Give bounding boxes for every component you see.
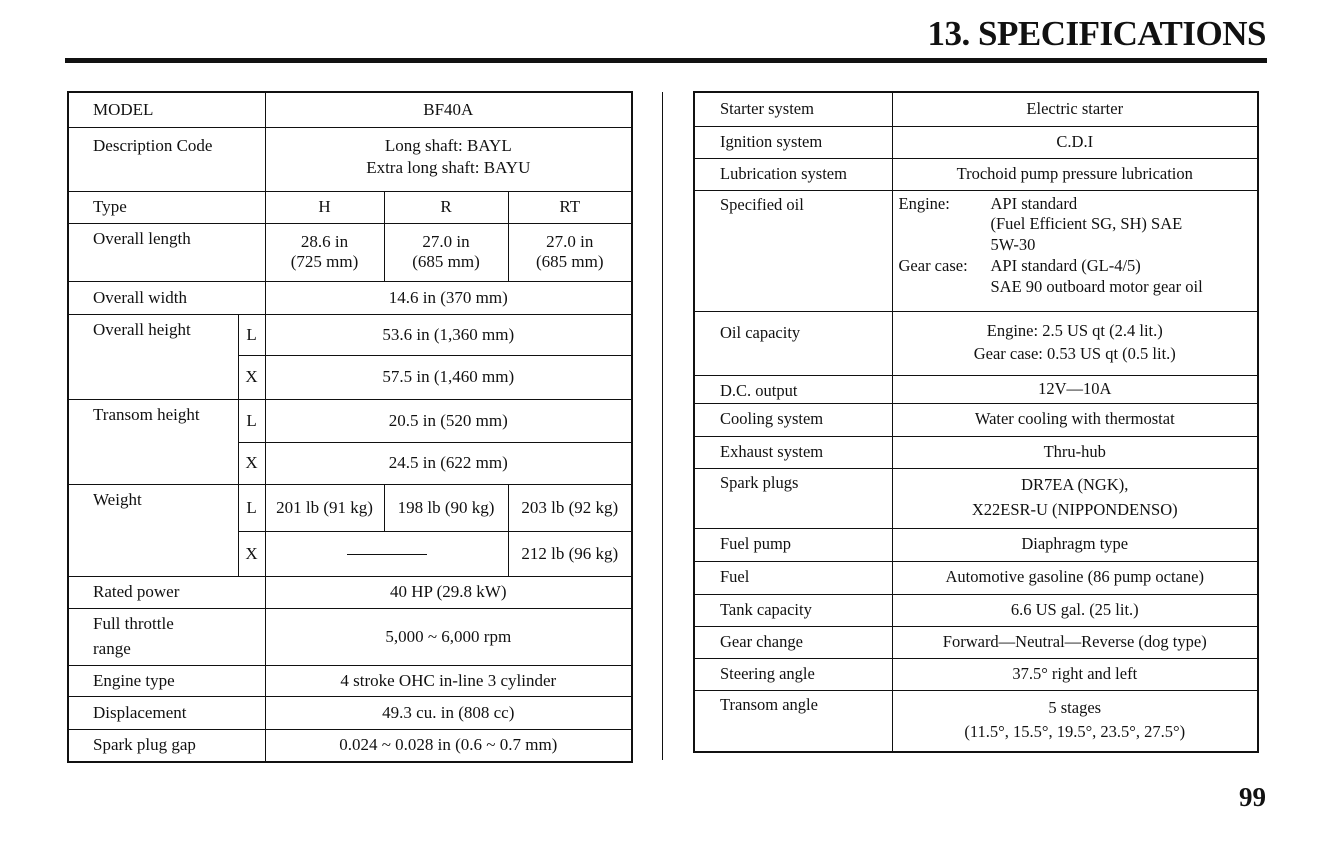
weight-label: Weight — [68, 484, 238, 576]
oil-spec-line: 5W-30 — [990, 235, 1036, 255]
table-row — [68, 191, 632, 223]
height-x-marker: X — [238, 355, 265, 399]
displacement-label: Displacement — [68, 696, 265, 729]
lubrication-system-label: Lubrication system — [694, 158, 892, 190]
capacity-line: Gear case: 0.53 US qt (0.5 lit.) — [973, 344, 1176, 363]
starter-system-value: Electric starter — [892, 92, 1258, 126]
oil-spec-line: SAE 90 outboard motor gear oil — [990, 277, 1203, 297]
capacity-line: Engine: 2.5 US qt (2.4 lit.) — [986, 321, 1163, 341]
tank-capacity-label: Tank capacity — [694, 594, 892, 626]
fuel-label: Fuel — [694, 561, 892, 594]
weight-l-r: 198 lb (90 kg) — [384, 484, 508, 531]
table-row — [694, 92, 1258, 126]
column-divider — [662, 92, 663, 760]
oil-spec-line: (Fuel Efficient SG, SH) SAE — [990, 214, 1183, 234]
steering-angle-value: 37.5° right and left — [892, 658, 1258, 690]
spark-plug-gap-label: Spark plug gap — [68, 729, 265, 762]
table-row — [694, 561, 1258, 594]
weight-x-rt: 212 lb (96 kg) — [508, 531, 632, 576]
type-r: R — [384, 191, 508, 223]
table-row — [694, 311, 1258, 375]
length-value: 28.6 in — [300, 232, 349, 252]
table-row — [694, 126, 1258, 158]
tank-capacity-value: 6.6 US gal. (25 lit.) — [892, 594, 1258, 626]
engine-type-label: Engine type — [68, 665, 265, 696]
spark-plugs-value — [892, 468, 1258, 528]
table-row — [694, 690, 1258, 752]
oil-capacity-value — [892, 311, 1258, 375]
lubrication-system-value: Trochoid pump pressure lubrication — [892, 158, 1258, 190]
ignition-system-value: C.D.I — [892, 126, 1258, 158]
fuel-pump-value: Diaphragm type — [892, 528, 1258, 561]
steering-angle-label: Steering angle — [694, 658, 892, 690]
height-x-value: 57.5 in (1,460 mm) — [265, 355, 632, 399]
table-row — [694, 190, 1258, 311]
displacement-value: 49.3 cu. in (808 cc) — [265, 696, 632, 729]
full-throttle-value: 5,000 ~ 6,000 rpm — [265, 608, 632, 665]
length-metric: (685 mm) — [412, 252, 480, 271]
table-row — [68, 314, 632, 355]
oil-gear-spec — [991, 257, 1252, 297]
transom-l-value: 20.5 in (520 mm) — [265, 399, 632, 442]
transom-angle-value — [892, 690, 1258, 752]
rated-power-value: 40 HP (29.8 kW) — [265, 576, 632, 608]
overall-height-label: Overall height — [68, 314, 238, 399]
specifications-table-left — [67, 91, 633, 763]
table-row — [694, 436, 1258, 468]
table-row — [68, 281, 632, 314]
weight-l-rt: 203 lb (92 kg) — [508, 484, 632, 531]
spark-plug-line: DR7EA (NGK), — [1021, 475, 1129, 495]
transom-angle-line: (11.5°, 15.5°, 19.5°, 23.5°, 27.5°) — [964, 722, 1186, 742]
description-code-label: Description Code — [68, 127, 265, 191]
dc-output-label: D.C. output — [694, 375, 892, 403]
page-number: 99 — [1239, 782, 1266, 812]
table-row — [694, 658, 1258, 690]
cooling-system-value: Water cooling with thermostat — [892, 403, 1258, 436]
rated-power-label: Rated power — [68, 576, 265, 608]
length-r — [384, 223, 508, 281]
full-throttle-label — [68, 608, 265, 665]
table-row — [68, 729, 632, 762]
description-line: Extra long shaft: BAYU — [366, 158, 531, 178]
weight-x-marker: X — [238, 531, 265, 576]
cooling-system-label: Cooling system — [694, 403, 892, 436]
length-value: 27.0 in — [422, 232, 470, 252]
description-line: Long shaft: BAYL — [384, 135, 512, 155]
length-metric: (685 mm) — [536, 252, 604, 271]
overall-width-value: 14.6 in (370 mm) — [265, 281, 632, 314]
gear-change-label: Gear change — [694, 626, 892, 658]
overall-width-label: Overall width — [68, 281, 265, 314]
specifications-table-right — [693, 91, 1259, 753]
model-value: BF40A — [265, 92, 632, 127]
exhaust-system-label: Exhaust system — [694, 436, 892, 468]
ignition-system-label: Ignition system — [694, 126, 892, 158]
length-value: 27.0 in — [546, 232, 594, 252]
table-row — [68, 665, 632, 696]
gear-change-value: Forward—Neutral—Reverse (dog type) — [892, 626, 1258, 658]
table-row — [694, 468, 1258, 528]
table-row — [68, 576, 632, 608]
type-rt: RT — [508, 191, 632, 223]
table-row — [68, 608, 632, 665]
spark-plug-gap-value: 0.024 ~ 0.028 in (0.6 ~ 0.7 mm) — [265, 729, 632, 762]
height-l-marker: L — [238, 314, 265, 355]
oil-spec-line: API standard (GL-4/5) — [990, 256, 1141, 276]
engine-type-value: 4 stroke OHC in-line 3 cylinder — [265, 665, 632, 696]
table-row — [68, 92, 632, 127]
length-h — [265, 223, 384, 281]
throttle-label-line: Full throttle — [93, 613, 174, 633]
table-row — [68, 223, 632, 281]
weight-x-not-applicable — [265, 531, 508, 576]
length-metric: (725 mm) — [290, 252, 359, 271]
oil-engine-spec — [991, 195, 1252, 256]
table-row — [694, 375, 1258, 403]
transom-angle-line: 5 stages — [1048, 698, 1102, 718]
table-row — [68, 484, 632, 531]
specified-oil-value — [892, 190, 1258, 311]
table-row — [68, 696, 632, 729]
exhaust-system-value: Thru-hub — [892, 436, 1258, 468]
transom-height-label: Transom height — [68, 399, 238, 484]
height-l-value: 53.6 in (1,360 mm) — [265, 314, 632, 355]
table-row — [694, 403, 1258, 436]
overall-length-label: Overall length — [68, 223, 265, 281]
throttle-label-line: range — [93, 639, 131, 659]
type-label: Type — [68, 191, 265, 223]
table-row — [68, 399, 632, 442]
type-h: H — [265, 191, 384, 223]
specified-oil-label: Specified oil — [694, 190, 892, 311]
spark-plugs-label: Spark plugs — [694, 468, 892, 528]
dash-mark — [347, 554, 427, 555]
fuel-pump-label: Fuel pump — [694, 528, 892, 561]
weight-l-marker: L — [238, 484, 265, 531]
oil-engine-key: Engine: — [898, 193, 950, 213]
description-code-value — [265, 127, 632, 191]
weight-l-h: 201 lb (91 kg) — [265, 484, 384, 531]
dc-output-value: 12V—10A — [892, 375, 1258, 403]
page-title: 13. SPECIFICATIONS — [927, 14, 1266, 53]
transom-angle-label: Transom angle — [694, 690, 892, 752]
table-row — [694, 158, 1258, 190]
header-rule — [65, 58, 1267, 63]
table-row — [694, 594, 1258, 626]
oil-gear-key: Gear case: — [898, 256, 968, 276]
table-row — [694, 528, 1258, 561]
transom-x-value: 24.5 in (622 mm) — [265, 442, 632, 484]
oil-engine-row — [899, 195, 1252, 256]
length-rt — [508, 223, 632, 281]
starter-system-label: Starter system — [694, 92, 892, 126]
table-row — [68, 127, 632, 191]
model-label: MODEL — [68, 92, 265, 127]
oil-capacity-label: Oil capacity — [694, 311, 892, 375]
oil-gear-row — [899, 257, 1252, 297]
fuel-value: Automotive gasoline (86 pump octane) — [892, 561, 1258, 594]
spark-plug-line: X22ESR-U (NIPPONDENSO) — [971, 500, 1178, 519]
transom-l-marker: L — [238, 399, 265, 442]
transom-x-marker: X — [238, 442, 265, 484]
oil-spec-line: API standard — [990, 193, 1078, 213]
table-row — [694, 626, 1258, 658]
